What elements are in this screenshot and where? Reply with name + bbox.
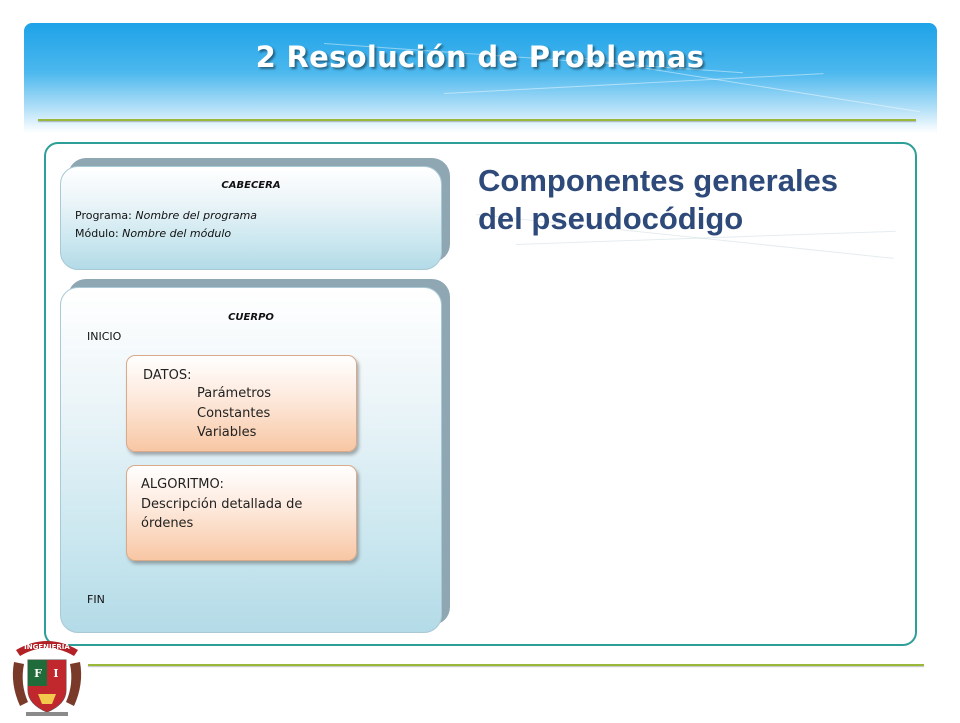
algoritmo-line-1: Descripción detallada de bbox=[141, 497, 303, 512]
module-value: Nombre del módulo bbox=[122, 227, 232, 240]
title-divider bbox=[38, 119, 916, 121]
datos-item-variables: Variables bbox=[197, 425, 257, 440]
program-value: Nombre del programa bbox=[135, 209, 258, 222]
cabecera-program-line bbox=[75, 209, 257, 222]
algoritmo-line-2: órdenes bbox=[141, 516, 194, 531]
fin-label: FIN bbox=[87, 593, 105, 606]
inicio-label: INICIO bbox=[87, 330, 122, 343]
algoritmo-title: ALGORITMO: bbox=[141, 477, 224, 492]
module-key: Módulo: bbox=[75, 227, 119, 240]
footer-divider bbox=[88, 664, 924, 666]
svg-text:F: F bbox=[34, 667, 42, 680]
cuerpo-panel bbox=[60, 287, 442, 633]
cuerpo-heading: CUERPO bbox=[228, 312, 274, 323]
cabecera-panel bbox=[60, 166, 442, 270]
logo-text: INGENIERIA bbox=[24, 643, 70, 651]
datos-title: DATOS: bbox=[143, 368, 192, 383]
cabecera-heading: CABECERA bbox=[221, 180, 281, 191]
ingenieria-logo bbox=[8, 632, 86, 718]
datos-item-parametros: Parámetros bbox=[197, 386, 272, 401]
section-heading bbox=[478, 162, 878, 238]
program-key: Programa: bbox=[75, 209, 132, 222]
cabecera-module-line bbox=[75, 227, 231, 240]
datos-item-constantes: Constantes bbox=[197, 406, 271, 421]
slide-title: 2 Resolución de Problemas bbox=[255, 40, 705, 74]
section-heading-line-2: del pseudocódigo bbox=[478, 201, 744, 236]
unam-ingenieria-crest-icon bbox=[8, 632, 86, 718]
datos-box bbox=[126, 355, 357, 452]
algoritmo-box bbox=[126, 465, 357, 561]
svg-text:I: I bbox=[53, 667, 59, 680]
section-heading-line-1: Componentes generales bbox=[478, 163, 839, 198]
